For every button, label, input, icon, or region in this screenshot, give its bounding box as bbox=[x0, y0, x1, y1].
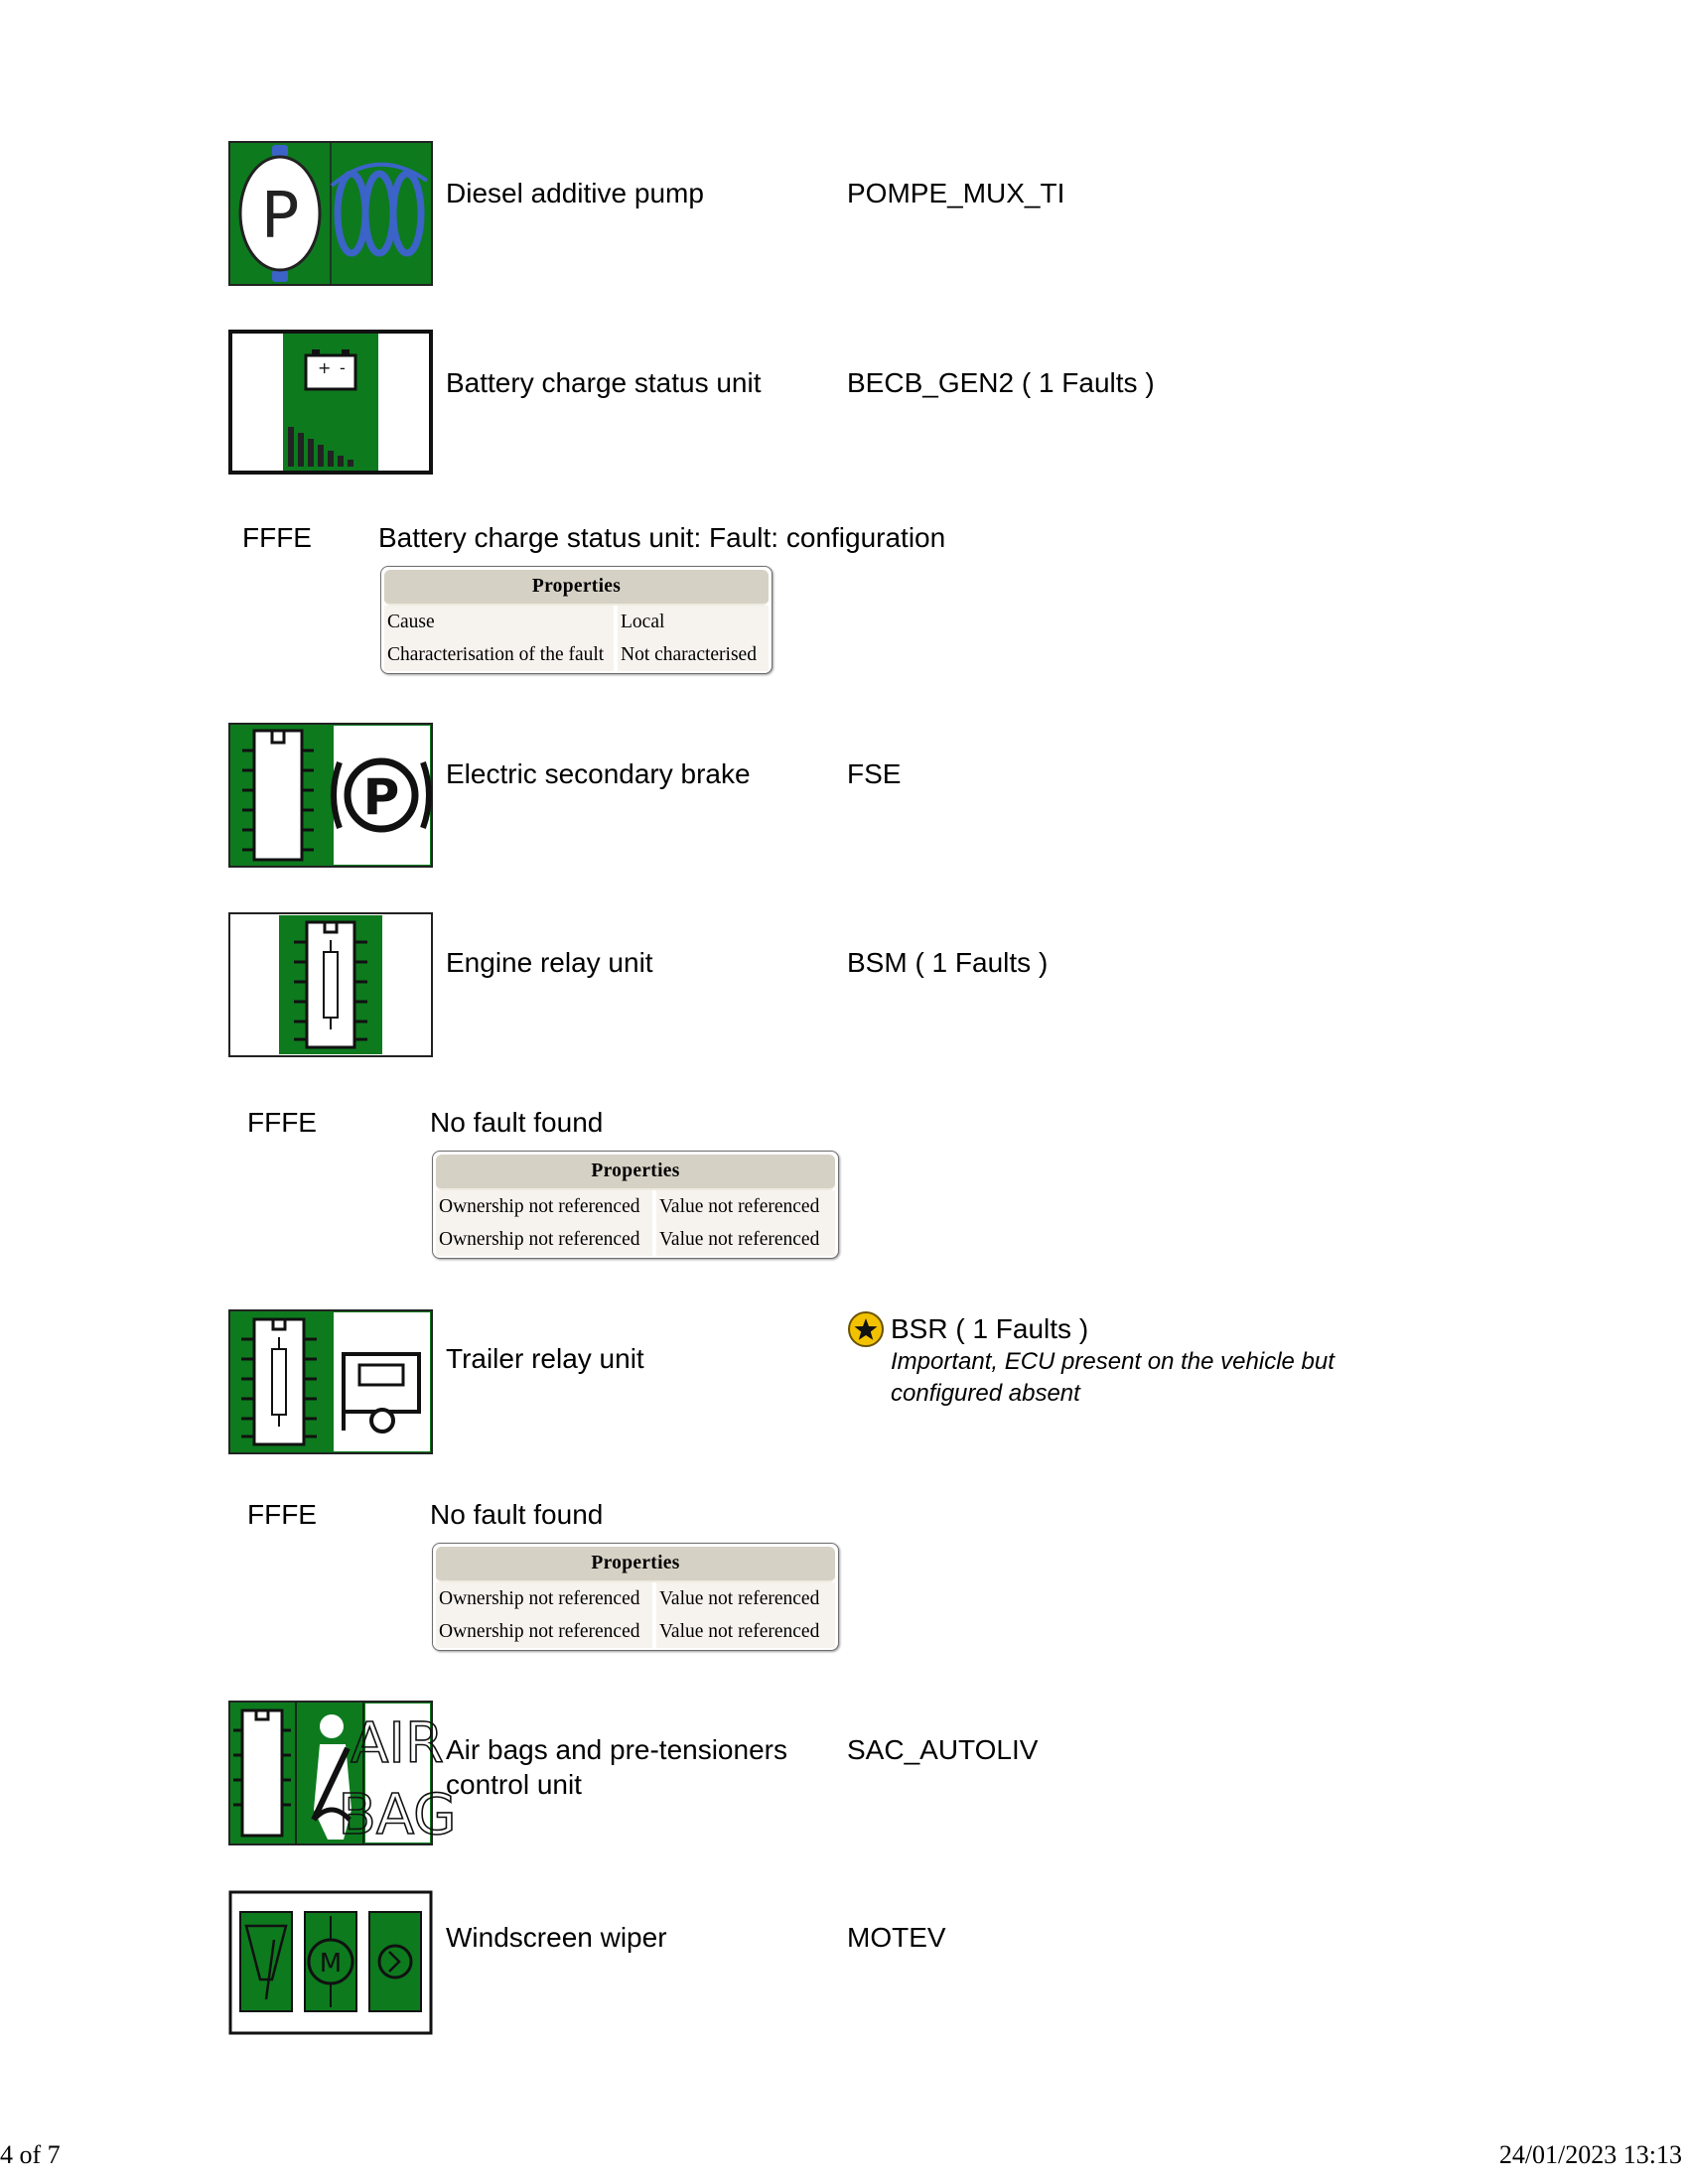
fault-title: No fault found bbox=[430, 1499, 604, 1530]
properties-header: Properties bbox=[384, 570, 769, 606]
property-name: Cause bbox=[384, 606, 614, 638]
properties-table bbox=[432, 1543, 839, 1651]
ecu-name: Windscreen wiper bbox=[446, 1922, 667, 1953]
ecu-name-text: Air bags and pre-tensioners control unit bbox=[446, 1734, 787, 1800]
property-value: Not characterised bbox=[618, 638, 769, 671]
property-value: Value not referenced bbox=[656, 1582, 835, 1615]
svg-text:M: M bbox=[319, 1949, 343, 1979]
fault-code: FFFE bbox=[247, 1107, 317, 1138]
ecu-code: BSR ( 1 Faults ) bbox=[891, 1313, 1089, 1344]
property-name: Ownership not referenced bbox=[436, 1615, 652, 1648]
ecu-name: Diesel additive pump bbox=[446, 178, 704, 208]
page-number: 4 of 7 bbox=[0, 2140, 61, 2169]
fault-title: Battery charge status unit: Fault: configuration bbox=[378, 522, 946, 553]
svg-text:AIR: AIR bbox=[351, 1711, 444, 1776]
ecu-code: SAC_AUTOLIV bbox=[847, 1734, 1039, 1765]
fault-title: No fault found bbox=[430, 1107, 604, 1138]
print-datetime: 24/01/2023 13:13 bbox=[1498, 2140, 1682, 2169]
ecu-note: Important, ECU present on the vehicle but configured absent bbox=[891, 1348, 1335, 1407]
engine-relay-icon bbox=[228, 912, 433, 1057]
ecu-name: Battery charge status unit bbox=[446, 367, 762, 398]
svg-text:P: P bbox=[260, 180, 300, 253]
property-value: Value not referenced bbox=[656, 1223, 835, 1256]
ecu-code: POMPE_MUX_TI bbox=[847, 178, 1065, 208]
properties-table bbox=[380, 566, 773, 674]
svg-text:-: - bbox=[340, 358, 346, 377]
ecu-name: Electric secondary brake bbox=[446, 758, 751, 789]
trailer-relay-icon bbox=[228, 1309, 433, 1454]
ecu-code: MOTEV bbox=[847, 1922, 946, 1953]
property-name: Ownership not referenced bbox=[436, 1582, 652, 1615]
ecu-name bbox=[446, 1732, 823, 1802]
table-row bbox=[384, 606, 769, 638]
star-warning-icon bbox=[847, 1310, 885, 1348]
fault-code: FFFE bbox=[242, 522, 312, 553]
battery-charge-icon bbox=[228, 330, 433, 475]
table-row bbox=[436, 1615, 835, 1648]
table-row bbox=[436, 1223, 835, 1256]
airbag-icon bbox=[228, 1701, 457, 1847]
table-row bbox=[384, 638, 769, 671]
svg-text:+: + bbox=[318, 358, 332, 377]
table-row bbox=[436, 1582, 835, 1615]
diesel-additive-pump-icon bbox=[228, 141, 433, 286]
property-value: Local bbox=[618, 606, 769, 638]
property-name: Ownership not referenced bbox=[436, 1223, 652, 1256]
properties-header: Properties bbox=[436, 1155, 835, 1190]
property-value: Value not referenced bbox=[656, 1190, 835, 1223]
ecu-code: BECB_GEN2 ( 1 Faults ) bbox=[847, 367, 1155, 398]
property-name: Characterisation of the fault bbox=[384, 638, 614, 671]
svg-text:P: P bbox=[362, 768, 400, 826]
parking-brake-icon bbox=[228, 723, 433, 868]
ecu-name: Trailer relay unit bbox=[446, 1343, 644, 1374]
ecu-code: BSM ( 1 Faults ) bbox=[847, 947, 1049, 978]
ecu-code: FSE bbox=[847, 758, 902, 789]
svg-text:BAG: BAG bbox=[338, 1783, 457, 1847]
ecu-name: Engine relay unit bbox=[446, 947, 653, 978]
property-name: Ownership not referenced bbox=[436, 1190, 652, 1223]
property-value: Value not referenced bbox=[656, 1615, 835, 1648]
table-row bbox=[436, 1190, 835, 1223]
wiper-icon bbox=[228, 1890, 433, 2035]
properties-table bbox=[432, 1151, 839, 1259]
properties-header: Properties bbox=[436, 1547, 835, 1582]
fault-code: FFFE bbox=[247, 1499, 317, 1530]
